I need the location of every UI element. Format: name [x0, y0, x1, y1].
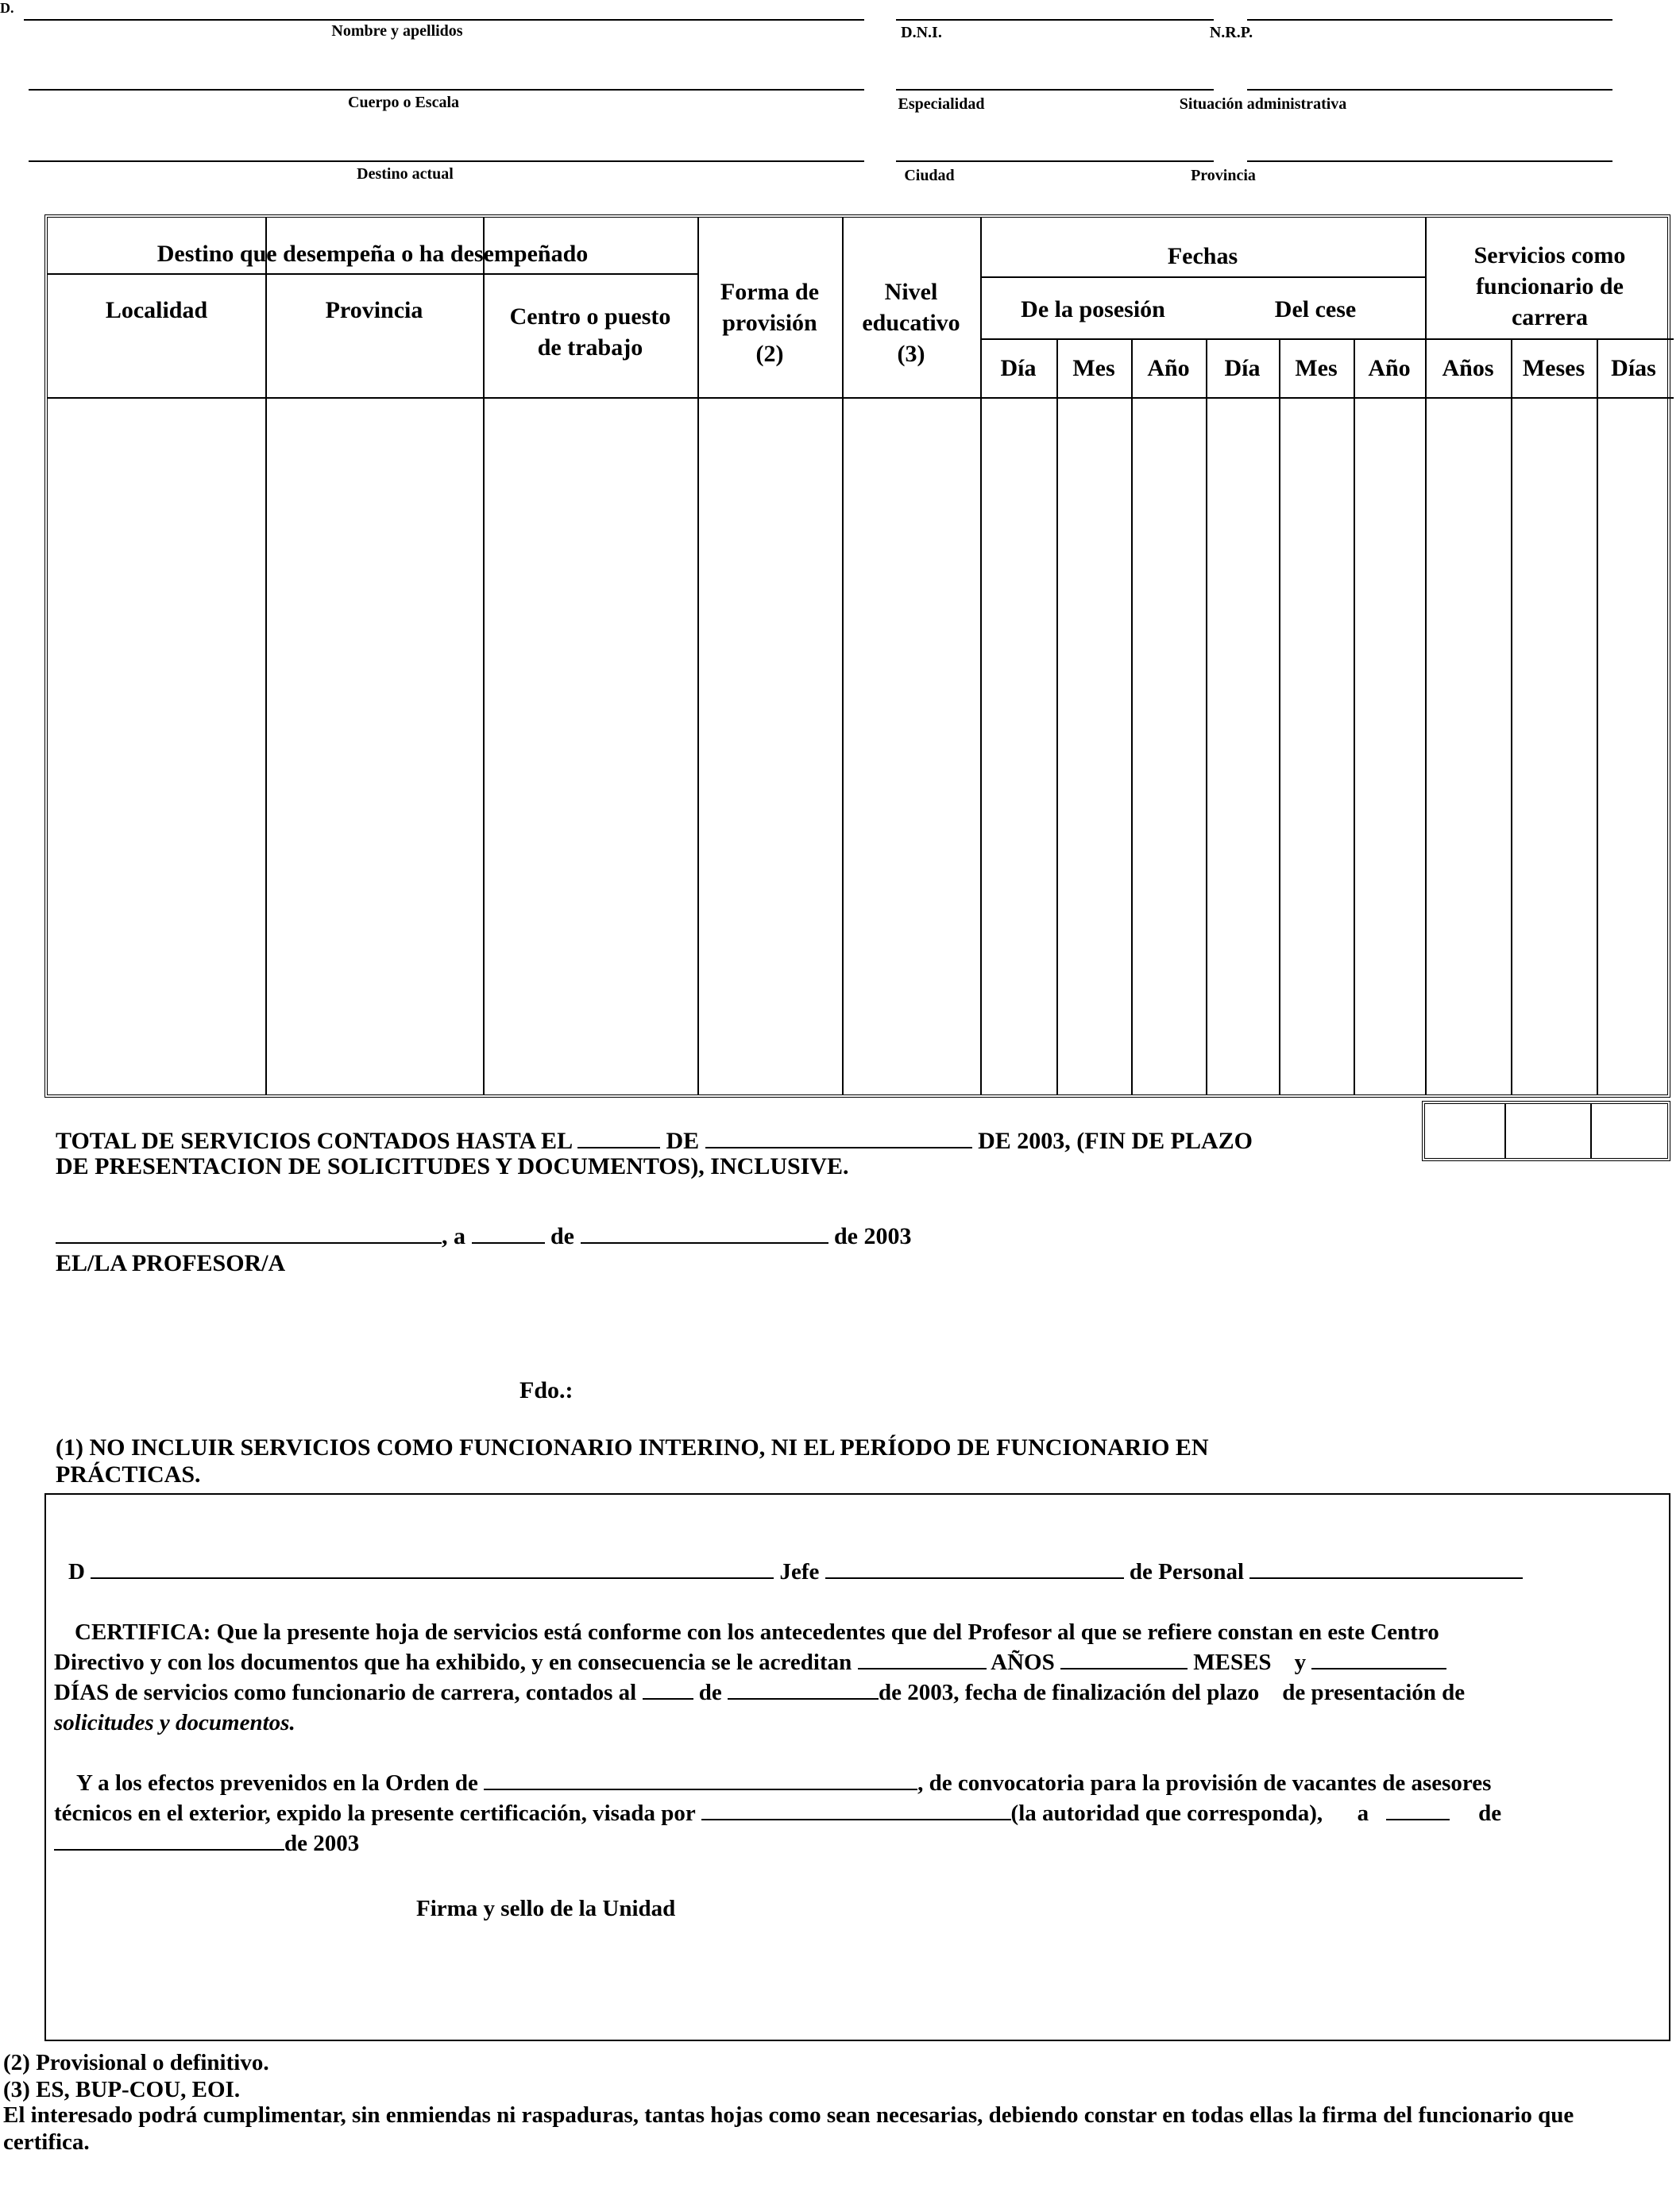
subheader-cese-dia: Día: [1224, 354, 1261, 381]
col-divider: [1504, 1104, 1506, 1158]
header-posesion-group: De la posesión: [1021, 295, 1165, 322]
label-provincia: Provincia: [1191, 167, 1256, 184]
cert-dias-blank[interactable]: [1311, 1647, 1446, 1670]
label-dni: D.N.I.: [901, 24, 942, 41]
cert-p1-b1: Directivo y con los documentos que ha exhibido, y en consecuencia se le acreditan: [54, 1650, 852, 1675]
cert-orden-blank[interactable]: [484, 1768, 917, 1790]
total-line-1: [56, 1126, 1253, 1155]
cert-p2-b1: técnicos en el exterior, expido la presente certificación, visada por: [54, 1801, 696, 1826]
cert-p2-a1: Y a los efectos prevenidos en la Orden de: [76, 1770, 478, 1796]
cert-name-blank[interactable]: [91, 1557, 774, 1579]
subheader-cese-mes: Mes: [1295, 354, 1338, 381]
place-blank[interactable]: [56, 1222, 442, 1244]
label-destino: Destino actual: [357, 165, 454, 183]
label-nombre: Nombre y apellidos: [331, 22, 463, 40]
cert-p1-b3: MESES: [1193, 1650, 1272, 1675]
place-a: , a: [442, 1223, 465, 1249]
totals-box[interactable]: [1422, 1101, 1670, 1161]
header-centro: Centro o puesto de trabajo: [509, 303, 671, 361]
subheader-servicios-meses: Meses: [1522, 354, 1585, 381]
cert-p1-d: solicitudes y documentos.: [54, 1710, 295, 1735]
day-blank[interactable]: [472, 1222, 545, 1244]
cert-a-blank[interactable]: [1386, 1798, 1450, 1820]
place-de: de: [550, 1223, 574, 1249]
nrp-line[interactable]: [1247, 19, 1612, 21]
cert-p1-b2: AÑOS: [991, 1650, 1055, 1675]
profesor-label: EL/LA PROFESOR/A: [56, 1250, 286, 1276]
label-nrp: N.R.P.: [1209, 24, 1253, 41]
footnote-4: El interesado podrá cumplimentar, sin enmiendas ni raspaduras, tantas hojas como sean necesarias, debiendo constar en todas ellas la firma del funcionario que certifica.: [3, 2102, 1574, 2155]
services-table: [44, 214, 1670, 1098]
table-body-entry-area[interactable]: [48, 399, 1670, 1096]
header-nivel: Nivel educativo (3): [862, 278, 960, 367]
total-text-c: DE 2003, (FIN DE PLAZO: [978, 1128, 1253, 1154]
cert-personal: de Personal: [1129, 1559, 1245, 1585]
label-especialidad: Especialidad: [898, 95, 985, 113]
total-line-2: DE PRESENTACION DE SOLICITUDES Y DOCUMENTOS), INCLUSIVE.: [56, 1153, 849, 1179]
subheader-posesion-mes: Mes: [1072, 354, 1115, 381]
row-divider: [980, 276, 1425, 278]
cert-p1-a: CERTIFICA: Que la presente hoja de servicios está conforme con los antecedentes que del Profesor al que se refiere constan en este Centro: [75, 1619, 1439, 1645]
place-date-line: [56, 1222, 912, 1250]
header-cese-group: Del cese: [1274, 295, 1357, 322]
cert-meses-blank[interactable]: [1060, 1647, 1188, 1670]
cert-p1-c2: de: [698, 1680, 722, 1705]
place-de-2003: de 2003: [834, 1223, 912, 1249]
dni-line[interactable]: [896, 19, 1214, 21]
cert-visada-blank[interactable]: [701, 1798, 1011, 1820]
cert-p1-c: [54, 1677, 1465, 1708]
cert-personal-blank[interactable]: [1249, 1557, 1523, 1579]
cert-p2-a2: , de convocatoria para la provisión de vacantes de asesores: [917, 1770, 1492, 1796]
cert-p2-b: [54, 1798, 1501, 1828]
cert-p2-b2: (la autoridad que corresponda),: [1010, 1801, 1323, 1826]
cert-p2-b3: a: [1357, 1801, 1369, 1826]
cert-jefe-blank[interactable]: [825, 1557, 1124, 1579]
cuerpo-line[interactable]: [29, 89, 864, 91]
cert-p1-c4: de presentación de: [1282, 1680, 1466, 1705]
subheader-cese-ano: Año: [1368, 354, 1411, 381]
cert-p1-b4: y: [1294, 1650, 1307, 1675]
fdo-label: Fdo.:: [519, 1377, 574, 1403]
total-day-blank[interactable]: [577, 1126, 660, 1148]
footnote-2: (2) Provisional o definitivo.: [3, 2050, 269, 2075]
especialidad-line[interactable]: [896, 89, 1214, 91]
header-localidad: Localidad: [105, 296, 208, 323]
nombre-line[interactable]: [24, 19, 864, 21]
situacion-line[interactable]: [1247, 89, 1612, 91]
cert-d: D: [68, 1559, 85, 1585]
subheader-posesion-dia: Día: [1000, 354, 1037, 381]
footnote-3: (3) ES, BUP-COU, EOI.: [3, 2077, 241, 2102]
cert-jefe: Jefe: [779, 1559, 820, 1585]
cert-p2-c-text: de 2003: [284, 1831, 360, 1856]
header-servicios-group: Servicios como funcionario de carrera: [1473, 241, 1626, 330]
cert-p1-b: [54, 1647, 1446, 1677]
label-ciudad: Ciudad: [904, 167, 955, 184]
total-text-b: DE: [666, 1128, 700, 1154]
cert-line-d: [68, 1557, 1523, 1587]
col-divider: [1590, 1104, 1592, 1158]
label-cuerpo: Cuerpo o Escala: [348, 94, 459, 111]
cert-contados-month-blank[interactable]: [728, 1677, 879, 1700]
subheader-servicios-dias: Días: [1611, 354, 1656, 381]
destino-line[interactable]: [29, 160, 864, 162]
cert-p1-c1: DÍAS de servicios como funcionario de carrera, contados al: [54, 1680, 637, 1705]
ciudad-line[interactable]: [896, 160, 1214, 162]
subheader-servicios-anos: Años: [1442, 354, 1494, 381]
cert-final-month-blank[interactable]: [54, 1828, 284, 1851]
row-divider: [48, 273, 697, 275]
header-fechas-group: Fechas: [1167, 242, 1238, 269]
month-blank[interactable]: [581, 1222, 828, 1244]
header-forma: Forma de provisión (2): [720, 278, 820, 367]
d-prefix: D.: [0, 0, 14, 16]
total-text-a: TOTAL DE SERVICIOS CONTADOS HASTA EL: [56, 1128, 572, 1154]
header-destino-group: Destino que desempeña o ha desempeñado: [156, 240, 589, 267]
cert-p1-c3: de 2003, fecha de finalización del plazo: [879, 1680, 1260, 1705]
cert-anos-blank[interactable]: [858, 1647, 987, 1670]
header-provincia: Provincia: [325, 296, 423, 323]
cert-contados-day-blank[interactable]: [643, 1677, 693, 1700]
total-month-blank[interactable]: [705, 1126, 972, 1148]
label-situacion: Situación administrativa: [1179, 95, 1347, 113]
cert-p2-b4: de: [1478, 1801, 1502, 1826]
subheader-posesion-ano: Año: [1147, 354, 1190, 381]
cert-p2-a: [76, 1768, 1491, 1798]
note-1: (1) NO INCLUIR SERVICIOS COMO FUNCIONARIO INTERINO, NI EL PERÍODO DE FUNCIONARIO EN PRÁCTICAS.: [56, 1434, 1209, 1488]
cert-p2-c: [54, 1828, 359, 1859]
cert-firma: Firma y sello de la Unidad: [416, 1896, 676, 1921]
provincia-line[interactable]: [1247, 160, 1612, 162]
